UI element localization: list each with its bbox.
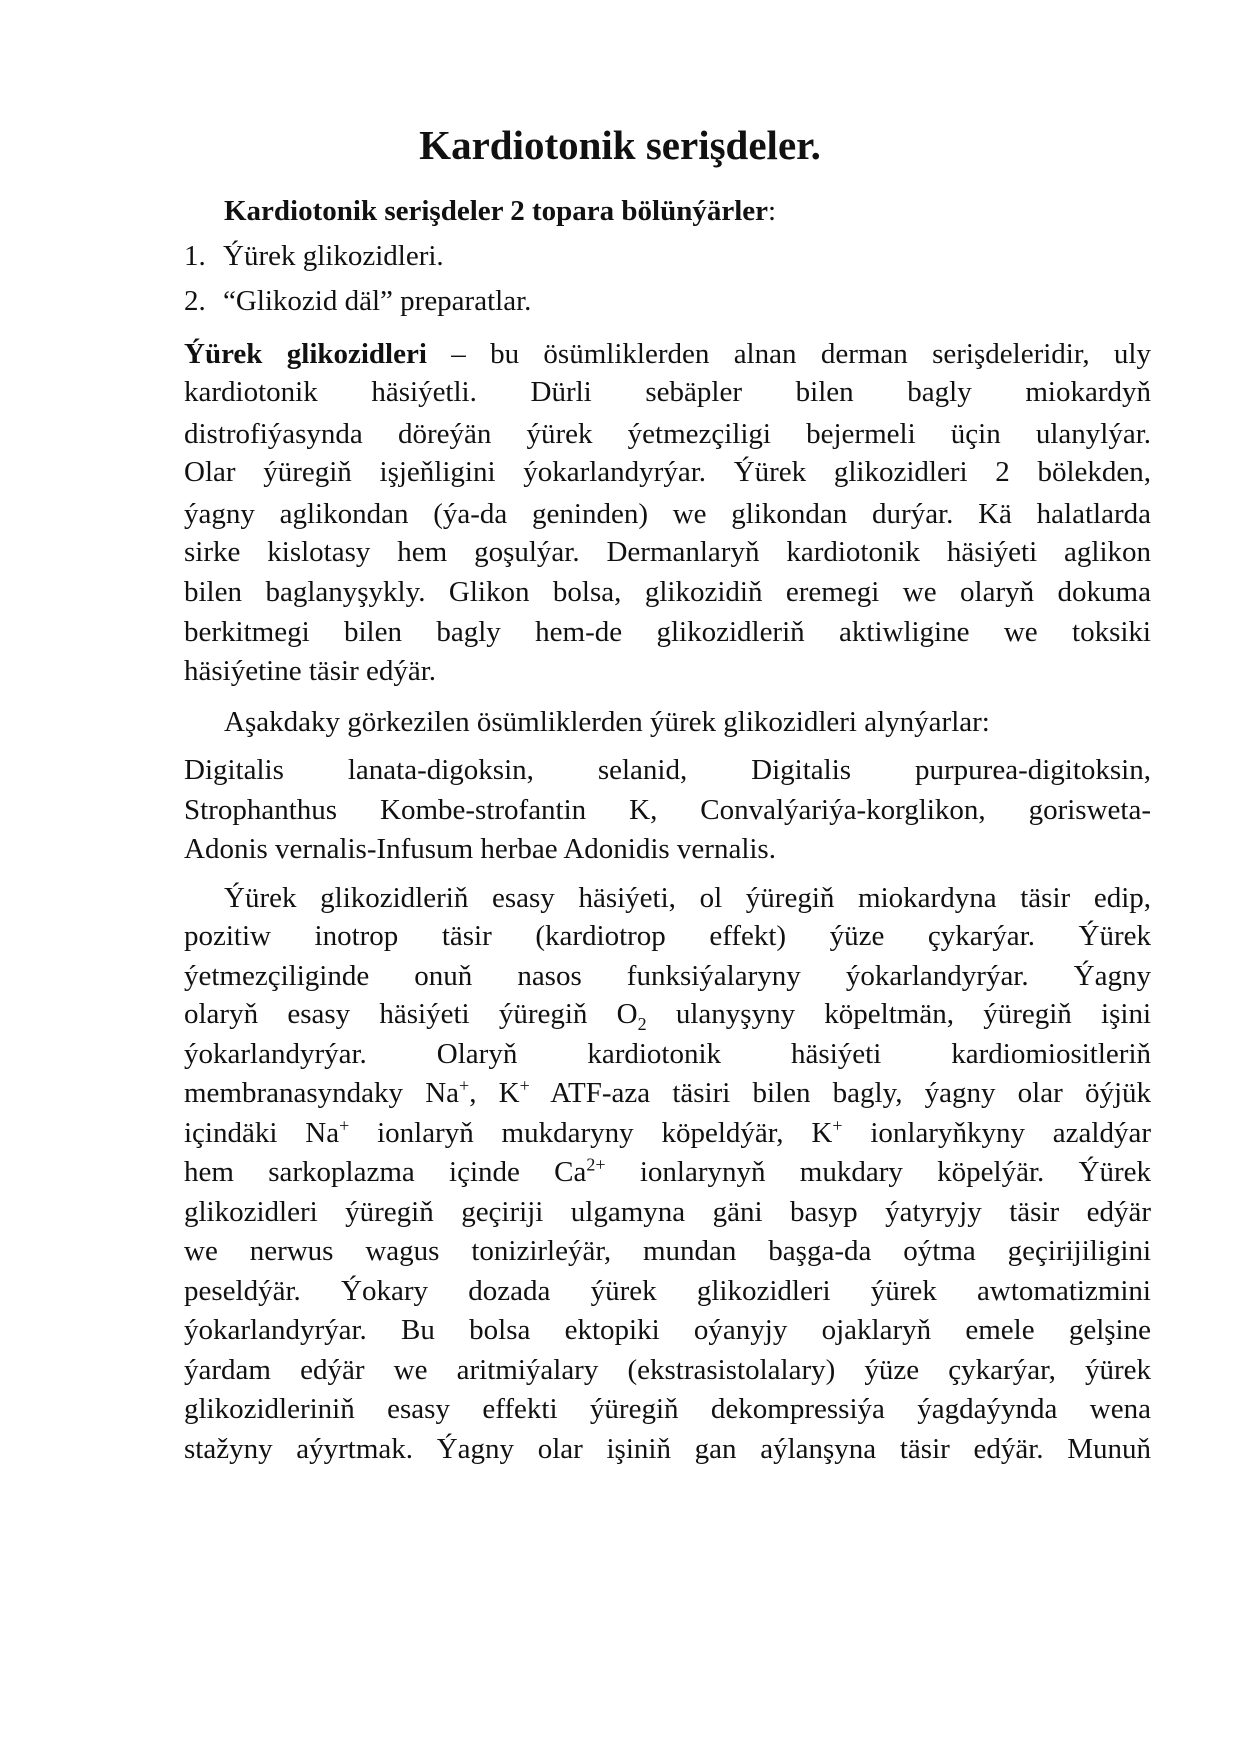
paragraph-line: sirke kislotasy hem goşulýar. Dermanlaryň kardiotonik häsiýeti aglikon	[184, 536, 1151, 568]
paragraph-line: ýokarlandyrýar. Olaryň kardiotonik häsiýeti kardiomiositleriň	[184, 1038, 1151, 1070]
intro-colon: :	[768, 195, 777, 227]
list-item	[184, 281, 531, 321]
paragraph-line: ýokarlandyrýar. Bu bolsa ektopiki oýanyjy ojaklaryň emele gelşine	[184, 1314, 1151, 1346]
list-item-text: “Glikozid däl” preparatlar.	[223, 285, 532, 317]
paragraph-line: Strophanthus Kombe-strofantin K, Convalýariýa-korglikon, gorisweta-	[184, 794, 1151, 826]
paragraph-line: Olar ýüregiň işjeňligini ýokarlandyrýar. Ýürek glikozidleri 2 bölekden,	[184, 456, 1151, 488]
text-run: olaryň esasy häsiýeti ýüregiň O	[184, 998, 638, 1030]
paragraph-line: pozitiw inotrop täsir (kardiotrop effekt) ýüze çykarýar. Ýürek	[184, 920, 1151, 952]
list-item-number: 2.	[184, 285, 206, 317]
intro-bold-text: Kardiotonik serişdeler 2 topara bölünýärler	[224, 195, 769, 227]
paragraph-line: peseldýär. Ýokary dozada ýürek glikozidleri ýürek awtomatizmini	[184, 1275, 1151, 1307]
paragraph-line: Aşakdaky görkezilen ösümliklerden ýürek glikozidleri alynýarlar:	[224, 706, 990, 738]
paragraph-line: stažyny aýyrtmak. Ýagny olar işiniň gan aýlanşyna täsir edýär. Munuň	[184, 1433, 1151, 1465]
text-run: ulanyşyny köpeltmän, ýüregiň işini	[646, 998, 1151, 1030]
text-run: ATF-aza täsiri bilen bagly, ýagny olar öýjük	[529, 1077, 1151, 1109]
superscript: +	[339, 1115, 350, 1136]
paragraph-line	[184, 994, 1151, 1034]
document-title: Kardiotonik serişdeler.	[419, 122, 821, 168]
paragraph-line	[184, 1073, 1151, 1113]
paragraph-line	[184, 334, 1151, 374]
paragraph-line: Digitalis lanata-digoksin, selanid, Digitalis purpurea-digitoksin,	[184, 754, 1151, 786]
paragraph-line: ýagny aglikondan (ýa-da geninden) we glikondan durýar. Kä halatlarda	[184, 498, 1151, 530]
paragraph-text: – bu ösümliklerden alnan derman serişdeleridir, uly	[426, 338, 1151, 370]
text-run: içindäki Na	[184, 1117, 340, 1149]
paragraph-line: bilen baglanyşykly. Glikon bolsa, glikozidiň eremegi we olaryň dokuma	[184, 576, 1151, 608]
paragraph-line: glikozidleriniň esasy effekti ýüregiň dekompressiýa ýagdaýynda wena	[184, 1393, 1151, 1425]
text-run: ionlarynyň mukdary köpelýär. Ýürek	[605, 1156, 1151, 1188]
paragraph-line: ýardam edýär we aritmiýalary (ekstrasistolalary) ýüze çykarýar, ýürek	[184, 1354, 1151, 1386]
text-run: , K	[469, 1077, 520, 1109]
paragraph-line: distrofiýasynda döreýän ýürek ýetmezçiligi bejermeli üçin ulanylýar.	[184, 418, 1151, 450]
list-item-text: Ýürek glikozidleri.	[223, 240, 444, 272]
paragraph-line	[184, 1113, 1151, 1153]
text-run: membranasyndaky Na	[184, 1077, 460, 1109]
superscript: +	[519, 1075, 530, 1096]
paragraph-line: berkitmegi bilen bagly hem-de glikozidleriň aktiwligine we toksiki	[184, 616, 1151, 648]
paragraph-term: Ýürek glikozidleri	[184, 338, 427, 370]
superscript: +	[459, 1075, 470, 1096]
paragraph-line	[184, 1152, 1151, 1192]
paragraph-line: Ýürek glikozidleriň esasy häsiýeti, ol ýüregiň miokardyna täsir edip,	[224, 882, 1151, 914]
superscript: +	[832, 1115, 843, 1136]
paragraph-line: ýetmezçiliginde onuň nasos funksiýalaryny ýokarlandyrýar. Ýagny	[184, 960, 1151, 992]
list-item	[184, 236, 444, 276]
subscript: 2	[637, 1013, 647, 1034]
paragraph-line: glikozidleri ýüregiň geçiriji ulgamyna gäni basyp ýatyryjy täsir edýär	[184, 1196, 1151, 1228]
text-run: ionlaryň mukdaryny köpeldýär, K	[349, 1117, 833, 1149]
superscript: 2+	[586, 1154, 606, 1175]
list-item-number: 1.	[184, 240, 206, 272]
paragraph-line: we nerwus wagus tonizirleýär, mundan başga-da oýtma geçirijiligini	[184, 1235, 1151, 1267]
text-run: hem sarkoplazma içinde Ca	[184, 1156, 587, 1188]
paragraph-line: häsiýetine täsir edýär.	[184, 655, 437, 687]
text-run: ionlaryňkyny azaldýar	[842, 1117, 1151, 1149]
paragraph-line: Adonis vernalis-Infusum herbae Adonidis vernalis.	[184, 833, 776, 865]
paragraph-line: kardiotonik häsiýetli. Dürli sebäpler bilen bagly miokardyň	[184, 376, 1151, 408]
intro-line	[224, 191, 776, 231]
